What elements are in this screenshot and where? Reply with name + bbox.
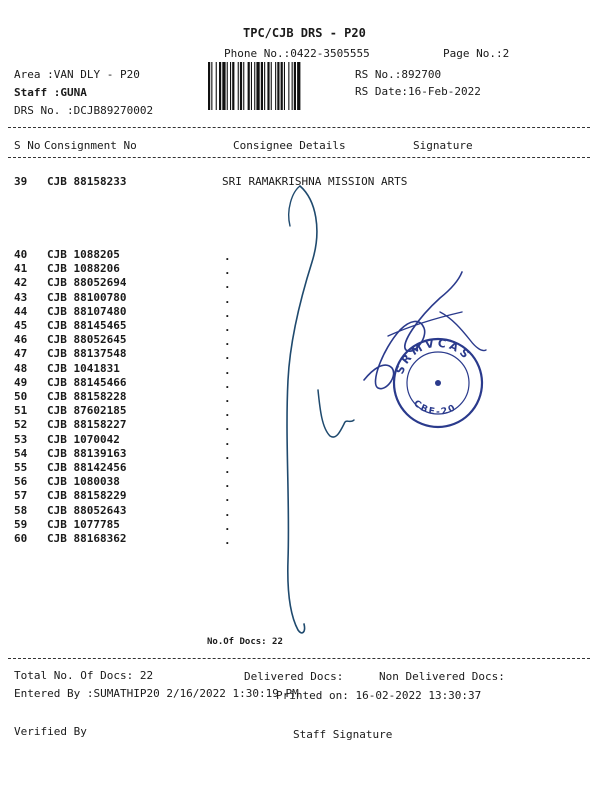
row-consignment: CJB 88139163 (47, 447, 127, 460)
row-sno: 47 (14, 347, 28, 360)
column-signature: Signature (413, 139, 473, 152)
stamp-text: SRMVCAS (393, 336, 474, 377)
barcode-bar (248, 62, 250, 110)
barcode-bar (284, 62, 285, 110)
stamp-subtext: CBE-20 (411, 398, 459, 418)
table-row (14, 319, 314, 333)
row-sno: 58 (14, 504, 28, 517)
row-sno: 53 (14, 433, 28, 446)
barcode-bar (271, 62, 272, 110)
row-sno: 50 (14, 390, 28, 403)
svg-text:SRMVCAS (393, 337, 474, 376)
header-divider (8, 127, 590, 128)
row-consignment: CJB 1077785 (47, 518, 120, 531)
table-row (14, 291, 314, 305)
row-consignment: CJB 88052643 (47, 504, 127, 517)
barcode-bar (275, 62, 276, 110)
row-consignee-placeholder: . (224, 364, 231, 377)
barcode-bar (230, 62, 231, 110)
row-sno: 44 (14, 305, 28, 318)
staff-signature-label: Staff Signature (293, 728, 393, 741)
table-row (14, 532, 314, 546)
table-row (14, 489, 314, 503)
column-sno: S No (14, 139, 41, 152)
table-row (14, 433, 314, 447)
row-sno: 59 (14, 518, 28, 531)
svg-text:CBE-20 (411, 399, 459, 418)
barcode-bar (292, 62, 293, 110)
row-consignment: CJB 88137548 (47, 347, 127, 360)
row-consignment: CJB 1041831 (47, 362, 120, 375)
page-number: Page No.:2 (443, 47, 510, 60)
barcode-bar (251, 62, 252, 110)
row-consignee-placeholder: . (224, 335, 231, 348)
row-consignee-placeholder: . (224, 520, 231, 533)
row-consignment: CJB 88145465 (47, 319, 127, 332)
table-row (14, 504, 314, 518)
row-consignee-placeholder: . (224, 420, 231, 433)
barcode-bar (261, 62, 263, 110)
row-consignee-placeholder: . (224, 378, 231, 391)
row-consignee-placeholder: . (224, 264, 231, 277)
barcode-bar (208, 62, 210, 110)
barcode-bar (254, 62, 255, 110)
barcode-bar (222, 62, 225, 110)
row-consignee-placeholder: . (224, 307, 231, 320)
row-consignment: CJB 88145466 (47, 376, 127, 389)
row-consignee-placeholder: . (224, 278, 231, 291)
barcode-bar (240, 62, 242, 110)
row-sno: 41 (14, 262, 28, 275)
table-row (14, 447, 314, 461)
row-consignment: CJB 1080038 (47, 475, 120, 488)
barcode-bar (267, 62, 269, 110)
row-consignment: CJB 1088205 (47, 248, 120, 261)
entered-by: Entered By :SUMATHIP20 2/16/2022 1:30:19 PM (14, 687, 299, 700)
row-sno: 42 (14, 276, 28, 289)
row-consignment: CJB 88142456 (47, 461, 127, 474)
total-docs: Total No. Of Docs: 22 (14, 669, 154, 682)
row-consignee: SRI RAMAKRISHNA MISSION ARTS (222, 175, 408, 188)
row-consignment: CJB 88052694 (47, 276, 127, 289)
table-row (14, 475, 314, 489)
table-row (14, 518, 314, 532)
column-consignment: Consignment No (44, 139, 137, 152)
row-sno: 46 (14, 333, 28, 346)
column-divider (8, 157, 590, 158)
delivered-docs: Delivered Docs: (244, 670, 344, 683)
area-label: Area :VAN DLY - P20 (14, 68, 140, 81)
row-consignee-placeholder: . (224, 293, 231, 306)
row-consignee-placeholder: . (224, 506, 231, 519)
row-consignee-placeholder: . (224, 406, 231, 419)
barcode-bar (219, 62, 221, 110)
stamp-star-icon (435, 380, 441, 386)
row-consignment: CJB 1088206 (47, 262, 120, 275)
row-sno: 54 (14, 447, 28, 460)
row-consignment: CJB 88158233 (47, 175, 127, 188)
table-row (14, 418, 314, 432)
no-of-docs: No.Of Docs: 22 (207, 637, 283, 647)
row-consignee-placeholder: . (224, 321, 231, 334)
row-consignee-placeholder: . (224, 392, 231, 405)
row-consignment: CJB 88158228 (47, 390, 127, 403)
row-consignee-placeholder: . (224, 491, 231, 504)
row-consignment: CJB 88168362 (47, 532, 127, 545)
row-consignment: CJB 88052645 (47, 333, 127, 346)
phone-number: Phone No.:0422-3505555 (224, 47, 370, 60)
row-consignee-placeholder: . (224, 534, 231, 547)
row-sno: 60 (14, 532, 28, 545)
barcode (206, 62, 348, 110)
barcode-bar (281, 62, 283, 110)
barcode-bar (297, 62, 300, 110)
staff-label: Staff :GUNA (14, 86, 87, 99)
row-sno: 45 (14, 319, 28, 332)
barcode-bar (277, 62, 279, 110)
row-sno: 49 (14, 376, 28, 389)
signature-cross (388, 312, 462, 336)
row-consignee-placeholder: . (224, 250, 231, 263)
table-row (14, 461, 314, 475)
row-consignee-placeholder: . (224, 463, 231, 476)
table-row (14, 276, 314, 290)
barcode-bar (216, 62, 217, 110)
row-sno: 43 (14, 291, 28, 304)
row-sno: 39 (14, 175, 28, 188)
row-consignment: CJB 88158227 (47, 418, 127, 431)
barcode-bar (243, 62, 244, 110)
row-consignee-placeholder: . (224, 449, 231, 462)
row-sno: 57 (14, 489, 28, 502)
row-consignment: CJB 1070042 (47, 433, 120, 446)
table-row (14, 362, 314, 376)
row-consignment: CJB 88107480 (47, 305, 127, 318)
row-sno: 48 (14, 362, 28, 375)
row-sno: 52 (14, 418, 28, 431)
table-row (14, 347, 314, 361)
signature-scribble (364, 272, 462, 389)
barcode-bar (294, 62, 296, 110)
barcode-bar (264, 62, 265, 110)
row-sno: 56 (14, 475, 28, 488)
row-consignment: CJB 88158229 (47, 489, 127, 502)
row-consignee-placeholder: . (224, 435, 231, 448)
barcode-bar (227, 62, 228, 110)
footer-divider (8, 658, 590, 659)
barcode-bar (288, 62, 289, 110)
row-sno: 51 (14, 404, 28, 417)
signature-hook (318, 390, 354, 437)
row-consignment: CJB 87602185 (47, 404, 127, 417)
table-row (14, 376, 314, 390)
row-sno: 40 (14, 248, 28, 261)
document-title: TPC/CJB DRS - P20 (243, 26, 366, 40)
row-consignee-placeholder: . (224, 349, 231, 362)
signature-loop (289, 186, 300, 226)
table-row (14, 262, 314, 276)
barcode-bar (211, 62, 212, 110)
handwritten-signature (287, 186, 486, 633)
table-row (14, 305, 314, 319)
row-consignment: CJB 88100780 (47, 291, 127, 304)
column-consignee: Consignee Details (233, 139, 346, 152)
barcode-bar (232, 62, 234, 110)
table-row (14, 404, 314, 418)
rs-date: RS Date:16-Feb-2022 (355, 85, 481, 98)
barcode-bar (238, 62, 239, 110)
table-row (14, 248, 314, 262)
non-delivered-docs: Non Delivered Docs: (379, 670, 505, 683)
drs-number: DRS No. :DCJB89270002 (14, 104, 154, 117)
signature-tail (440, 312, 486, 351)
verified-by: Verified By (14, 725, 87, 738)
row-sno: 55 (14, 461, 28, 474)
barcode-bar (256, 62, 259, 110)
rs-number: RS No.:892700 (355, 68, 442, 81)
row-consignee-placeholder: . (224, 477, 231, 490)
printed-on: Printed on: 16-02-2022 13:30:37 (276, 689, 482, 702)
round-stamp (393, 337, 482, 427)
table-row (14, 390, 314, 404)
table-row (14, 333, 314, 347)
